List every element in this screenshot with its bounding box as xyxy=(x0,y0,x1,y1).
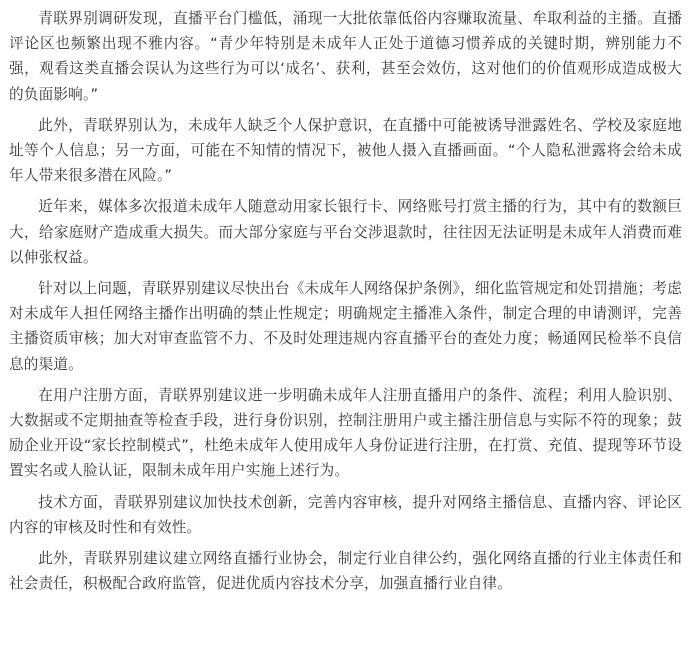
paragraph-5: 在用户注册方面，青联界别建议进一步明确未成年人注册直播用户的条件、流程；利用人脸识别、大数据或不定期抽查等检查手段，进行身份识别，控制注册用户或主播注册信息与实际不符的现象；鼓励企业开设“家长控制模式”，杜绝未成年人使用成年人身份证进行注册，在打赏、充值、提现等环节设置实名或人脸认证，限制未成年用户实施上述行为。 xyxy=(9,386,682,480)
paragraph-2: 此外，青联界别认为，未成年人缺乏个人保护意识，在直播中可能被诱导泄露姓名、学校及家庭地址等个人信息；另一方面，可能在不知情的情况下，被他人摄入直播画面。“个人隐私泄露将会给未成年人带来很多潜在风险。” xyxy=(9,116,682,185)
paragraph-7: 此外，青联界别建议建立网络直播行业协会，制定行业自律公约，强化网络直播的行业主体责任和社会责任，积极配合政府监管，促进优质内容技术分享，加强直播行业自律。 xyxy=(9,550,682,593)
paragraph-3: 近年来，媒体多次报道未成年人随意动用家长银行卡、网络账号打赏主播的行为，其中有的数额巨大，给家庭财产造成重大损失。而大部分家庭与平台交涉退款时，往往因无法证明是未成年人消费而难以伸张权益。 xyxy=(9,198,682,266)
paragraph-1: 青联界别调研发现，直播平台门槛低，涌现一大批依靠低俗内容赚取流量、牟取利益的主播。直播评论区也频繁出现不雅内容。“青少年特别是未成年人正处于道德习惯养成的关键时期，辨别能力不强，观看这类直播会误认为这些行为可以‘成名’、获利，甚至会效仿，这对他们的价值观形成造成极大的负面影响。” xyxy=(9,10,682,103)
paragraph-6: 技术方面，青联界别建议加快技术创新，完善内容审核，提升对网络主播信息、直播内容、评论区内容的审核及时性和有效性。 xyxy=(9,493,682,536)
paragraph-4: 针对以上问题，青联界别建议尽快出台《未成年人网络保护条例》，细化监管规定和处罚措施；考虑对未成年人担任网络主播作出明确的禁止性规定；明确规定主播准入条件，制定合理的申请测评，完善主播资质审核；加大对审查监管不力、不及时处理违规内容直播平台的查处力度；畅通网民检举不良信息的渠道。 xyxy=(9,280,682,373)
